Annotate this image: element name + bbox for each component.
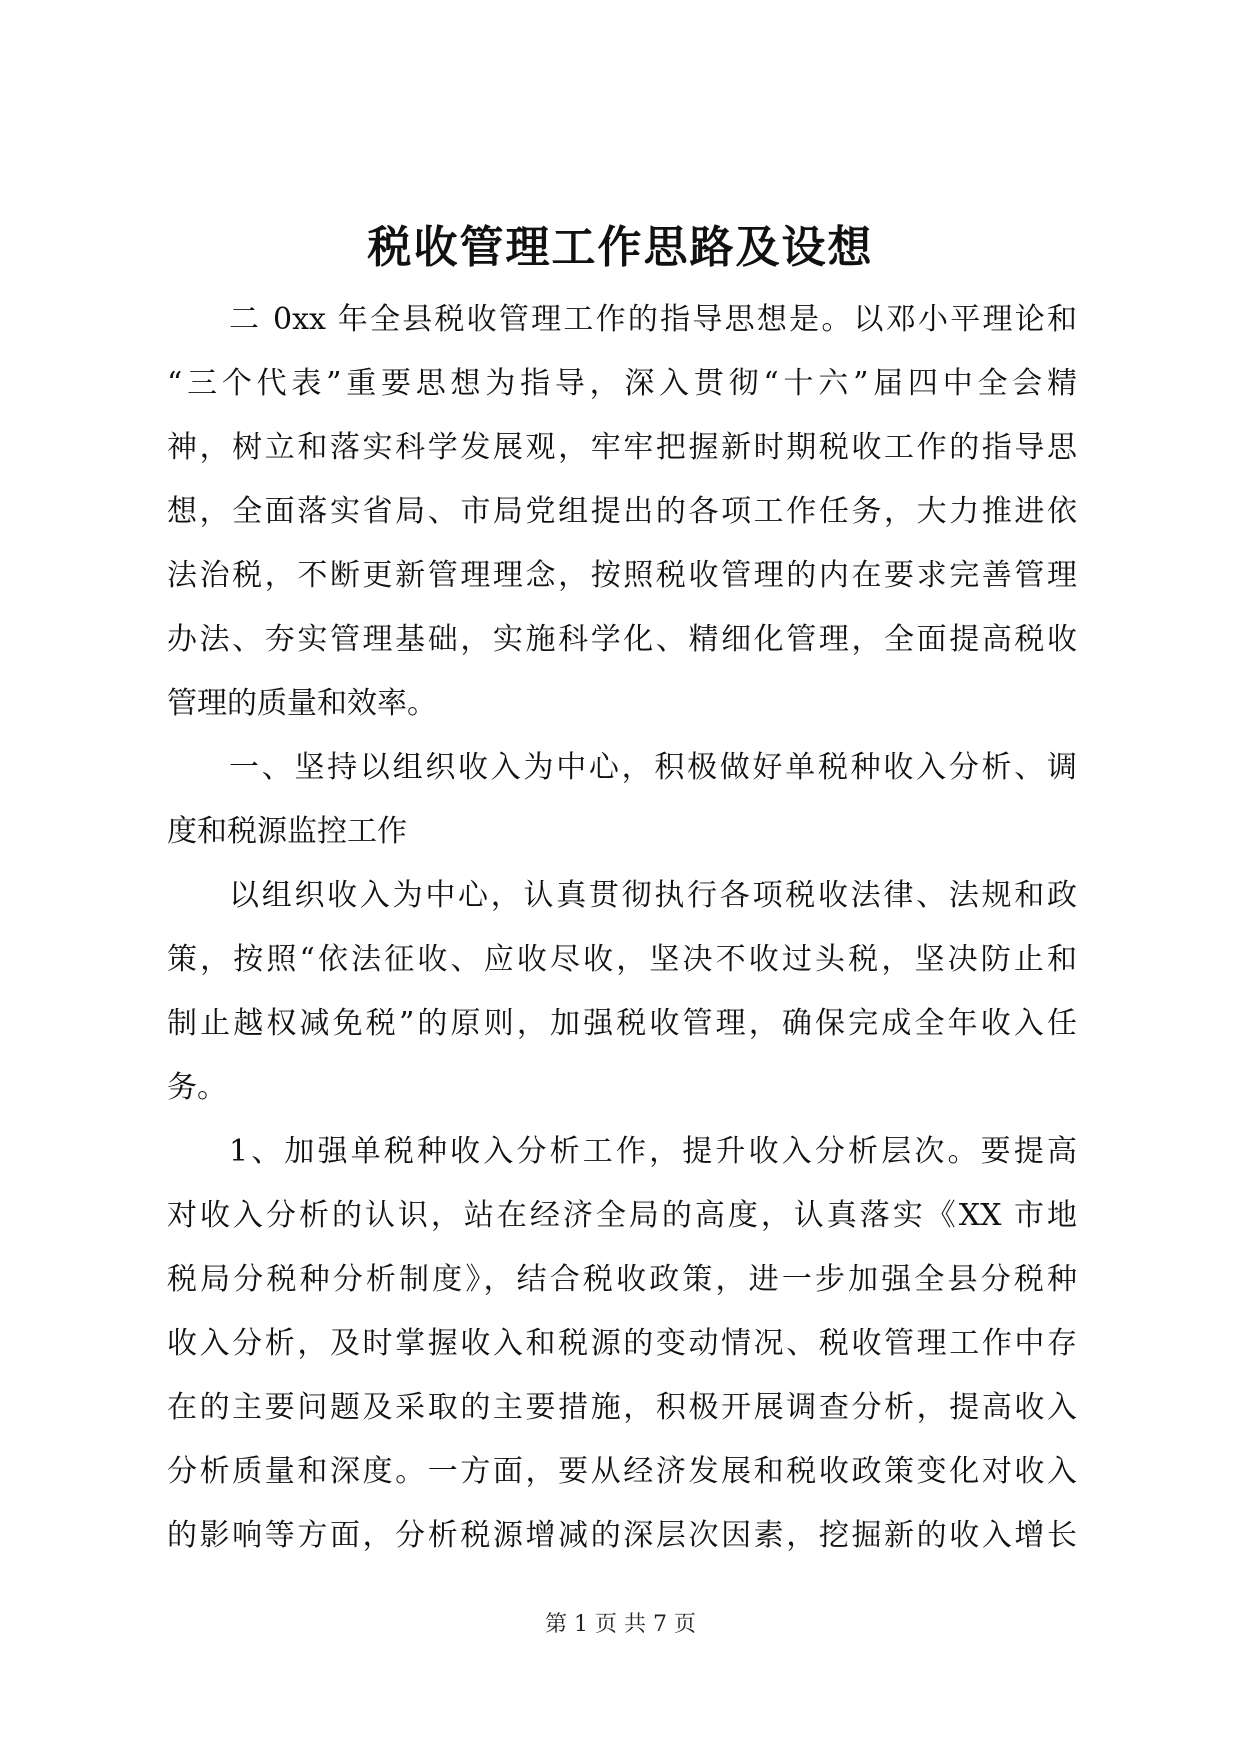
paragraph-line: 对收入分析的认识，站在经济全局的高度，认真落实《XX 市地 bbox=[167, 1198, 1077, 1233]
paragraph-line: “三个代表”重要思想为指导，深入贯彻“十六”届四中全会精 bbox=[167, 366, 1077, 401]
paragraph-line: 策，按照“依法征收、应收尽收，坚决不收过头税，坚决防止和 bbox=[167, 942, 1077, 977]
section-heading-line: 度和税源监控工作 bbox=[167, 814, 407, 849]
paragraph-line: 神，树立和落实科学发展观，牢牢把握新时期税收工作的指导思 bbox=[167, 430, 1077, 465]
paragraph-line: 的影响等方面，分析税源增减的深层次因素，挖掘新的收入增长 bbox=[167, 1518, 1077, 1553]
paragraph-line: 收入分析，及时掌握收入和税源的变动情况、税收管理工作中存 bbox=[167, 1326, 1077, 1361]
paragraph-line: 法治税，不断更新管理理念，按照税收管理的内在要求完善管理 bbox=[167, 558, 1077, 593]
paragraph-line: 想，全面落实省局、市局党组提出的各项工作任务，大力推进依 bbox=[167, 494, 1077, 529]
paragraph-line: 分析质量和深度。一方面，要从经济发展和税收政策变化对收入 bbox=[167, 1454, 1077, 1489]
page-number-footer: 第 1 页 共 7 页 bbox=[545, 1612, 696, 1637]
paragraph-line: 制止越权减免税”的原则，加强税收管理，确保完成全年收入任 bbox=[167, 1006, 1077, 1041]
paragraph-line: 在的主要问题及采取的主要措施，积极开展调查分析，提高收入 bbox=[167, 1390, 1077, 1425]
document-body bbox=[167, 288, 1077, 1568]
document-title: 税收管理工作思路及设想 bbox=[367, 222, 874, 273]
section-heading-line: 一、坚持以组织收入为中心，积极做好单税种收入分析、调 bbox=[229, 750, 1077, 785]
paragraph-line: 务。 bbox=[167, 1070, 227, 1105]
paragraph-line: 办法、夯实管理基础，实施科学化、精细化管理，全面提高税收 bbox=[167, 622, 1077, 657]
paragraph-line: 以组织收入为中心，认真贯彻执行各项税收法律、法规和政 bbox=[229, 878, 1077, 913]
paragraph-line: 二 0xx 年全县税收管理工作的指导思想是。以邓小平理论和 bbox=[229, 302, 1077, 337]
paragraph-line: 1、加强单税种收入分析工作，提升收入分析层次。要提高 bbox=[229, 1134, 1077, 1169]
paragraph-line: 管理的质量和效率。 bbox=[167, 686, 437, 721]
paragraph-line: 税局分税种分析制度》，结合税收政策，进一步加强全县分税种 bbox=[167, 1262, 1077, 1297]
